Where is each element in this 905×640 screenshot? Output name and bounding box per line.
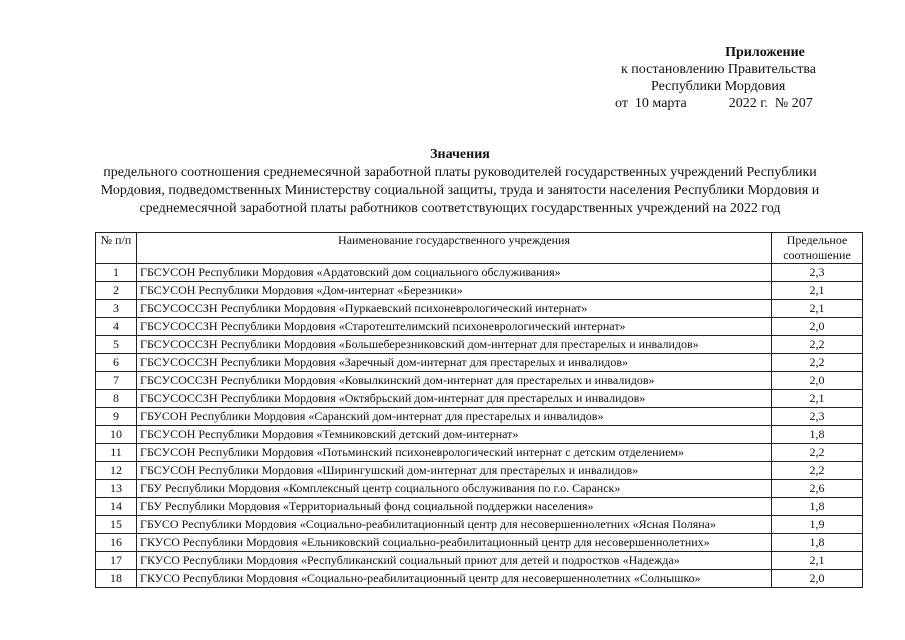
table-row [96, 462, 863, 480]
row-num: 14 [96, 498, 137, 516]
header-name: Наименование государственного учреждения [137, 233, 772, 264]
row-num: 4 [96, 318, 137, 336]
row-ratio: 2,1 [772, 282, 863, 300]
table-row [96, 534, 863, 552]
row-ratio: 2,0 [772, 570, 863, 588]
row-num: 11 [96, 444, 137, 462]
row-name: ГБСУСОССЗН Республики Мордовия «Заречный дом-интернат для престарелых и инвалидов» [137, 354, 772, 372]
row-name: ГБСУСОН Республики Мордовия «Ширингушский дом-интернат для престарелых и инвалидов» [137, 462, 772, 480]
table-row [96, 282, 863, 300]
row-name: ГБСУСОССЗН Республики Мордовия «Пуркаевский психоневрологический интернат» [137, 300, 772, 318]
row-num: 15 [96, 516, 137, 534]
table-row [96, 318, 863, 336]
row-num: 17 [96, 552, 137, 570]
header-ratio [772, 233, 863, 264]
row-ratio: 2,6 [772, 480, 863, 498]
table-row [96, 390, 863, 408]
table-row [96, 570, 863, 588]
row-name: ГБУ Республики Мордовия «Территориальный фонд социальной поддержки населения» [137, 498, 772, 516]
row-ratio: 2,0 [772, 318, 863, 336]
row-num: 13 [96, 480, 137, 498]
row-num: 12 [96, 462, 137, 480]
row-ratio: 2,2 [772, 444, 863, 462]
row-num: 3 [96, 300, 137, 318]
table-row [96, 480, 863, 498]
row-name: ГБУСО Республики Мордовия «Социально-реабилитационный центр для несовершеннолетних «Ясная Поляна» [137, 516, 772, 534]
document-title: Значения [430, 147, 490, 162]
row-ratio: 2,2 [772, 336, 863, 354]
header-ratio-line2: соотношение [783, 248, 851, 262]
row-name: ГБСУСОН Республики Мордовия «Ардатовский дом социального обслуживания» [137, 264, 772, 282]
row-name: ГБУСОН Республики Мордовия «Саранский дом-интернат для престарелых и инвалидов» [137, 408, 772, 426]
row-name: ГБСУСОССЗН Республики Мордовия «Ковылкинский дом-интернат для престарелых и инвалидов» [137, 372, 772, 390]
appendix-header [615, 44, 875, 112]
row-num: 5 [96, 336, 137, 354]
table-row [96, 336, 863, 354]
row-ratio: 1,8 [772, 534, 863, 552]
document-title-block [20, 146, 900, 218]
row-ratio: 2,3 [772, 264, 863, 282]
row-ratio: 2,1 [772, 552, 863, 570]
row-ratio: 2,1 [772, 300, 863, 318]
row-num: 18 [96, 570, 137, 588]
title-subline-3: среднемесячной заработной платы работников соответствующих государственных учреждений на 2022 год [139, 201, 781, 216]
ratio-table [95, 232, 863, 588]
table-row [96, 498, 863, 516]
date-number-line: от 10 марта 2022 г. № 207 [615, 96, 813, 111]
row-ratio: 1,9 [772, 516, 863, 534]
table-row [96, 408, 863, 426]
row-name: ГКУСО Республики Мордовия «Республиканский социальный приют для детей и подростков «Надежда» [137, 552, 772, 570]
row-ratio: 1,8 [772, 426, 863, 444]
row-name: ГКУСО Республики Мордовия «Ельниковский социально-реабилитационный центр для несовершеннолетних» [137, 534, 772, 552]
row-name: ГБСУСОН Республики Мордовия «Дом-интернат «Березники» [137, 282, 772, 300]
table-row [96, 300, 863, 318]
republic-line: Республики Мордовия [651, 79, 786, 94]
row-num: 10 [96, 426, 137, 444]
row-ratio: 2,2 [772, 462, 863, 480]
row-name: ГБСУСОССЗН Республики Мордовия «Октябрьский дом-интернат для престарелых и инвалидов» [137, 390, 772, 408]
appendix-label: Приложение [725, 45, 805, 60]
row-num: 1 [96, 264, 137, 282]
header-num: № п/п [96, 233, 137, 264]
row-ratio: 2,3 [772, 408, 863, 426]
row-name: ГКУСО Республики Мордовия «Социально-реабилитационный центр для несовершеннолетних «Солнышко» [137, 570, 772, 588]
title-subline-1: предельного соотношения среднемесячной заработной платы руководителей государственных учреждений Республики [103, 165, 817, 180]
table-row [96, 372, 863, 390]
row-num: 7 [96, 372, 137, 390]
table-row [96, 426, 863, 444]
row-name: ГБСУСОН Республики Мордовия «Потьминский психоневрологический интернат с детским отделением» [137, 444, 772, 462]
row-ratio: 1,8 [772, 498, 863, 516]
row-num: 6 [96, 354, 137, 372]
row-ratio: 2,1 [772, 390, 863, 408]
table-row [96, 516, 863, 534]
table-row [96, 264, 863, 282]
row-ratio: 2,2 [772, 354, 863, 372]
table-row [96, 354, 863, 372]
row-name: ГБСУСОН Республики Мордовия «Темниковский детский дом-интернат» [137, 426, 772, 444]
table-header-row [96, 233, 863, 264]
row-name: ГБСУСОССЗН Республики Мордовия «Старотештелимский психоневрологический интернат» [137, 318, 772, 336]
header-ratio-line1: Предельное [786, 233, 848, 247]
row-num: 2 [96, 282, 137, 300]
row-num: 16 [96, 534, 137, 552]
table-row [96, 552, 863, 570]
row-num: 9 [96, 408, 137, 426]
title-subline-2: Мордовия, подведомственных Министерству социальной защиты, труда и занятости населения Республики Мордовия и [100, 183, 820, 198]
row-name: ГБСУСОССЗН Республики Мордовия «Большеберезниковский дом-интернат для престарелых и инвалидов» [137, 336, 772, 354]
row-num: 8 [96, 390, 137, 408]
row-ratio: 2,0 [772, 372, 863, 390]
table-row [96, 444, 863, 462]
row-name: ГБУ Республики Мордовия «Комплексный центр социального обслуживания по г.о. Саранск» [137, 480, 772, 498]
resolution-line: к постановлению Правительства [621, 62, 817, 77]
